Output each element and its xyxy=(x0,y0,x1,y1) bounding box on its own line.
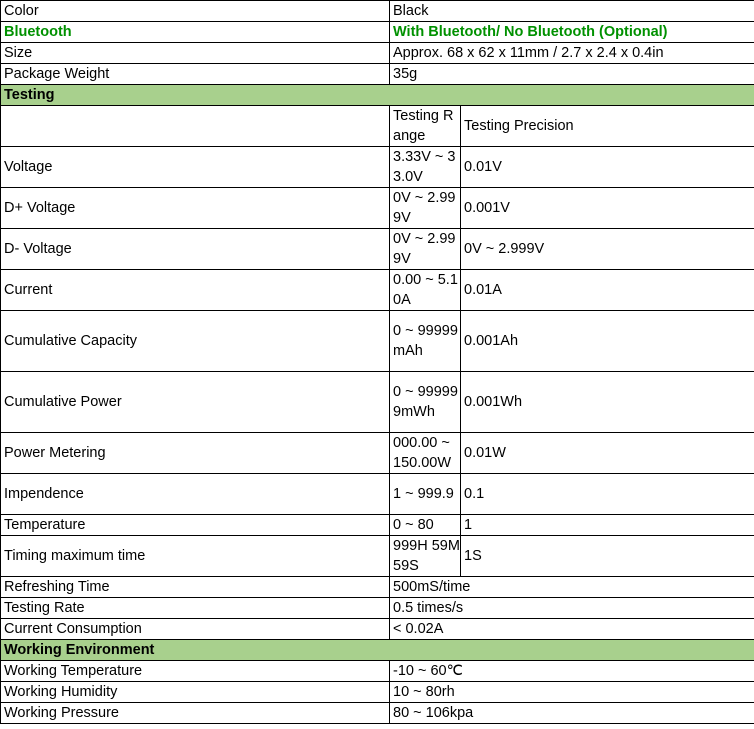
spec-label: Size xyxy=(1,43,390,64)
section-title: Working Environment xyxy=(1,640,754,661)
spec-value: 80 ~ 106kpa xyxy=(390,703,754,724)
testing-range: 0V ~ 2.999V xyxy=(390,229,461,270)
spec-label: Working Humidity xyxy=(1,682,390,703)
testing-range: 0 ~ 99999mAh xyxy=(390,311,461,372)
testing-row xyxy=(1,229,754,270)
testing-range: 3.33V ~ 33.0V xyxy=(390,147,461,188)
testing-precision: 0.1 xyxy=(461,474,754,515)
testing-row xyxy=(1,515,754,536)
testing-extra-row xyxy=(1,598,754,619)
testing-precision: 1S xyxy=(461,536,754,577)
section-title: Testing xyxy=(1,85,754,106)
spec-label: Working Pressure xyxy=(1,703,390,724)
spec-value: < 0.02A xyxy=(390,619,754,640)
testing-range-header: Testing Range xyxy=(390,106,461,147)
spec-value: Approx. 68 x 62 x 11mm / 2.7 x 2.4 x 0.4in xyxy=(390,43,754,64)
testing-row xyxy=(1,536,754,577)
testing-label: Timing maximum time xyxy=(1,536,390,577)
spec-row-color xyxy=(1,1,754,22)
spec-row-bluetooth xyxy=(1,22,754,43)
testing-label: Voltage xyxy=(1,147,390,188)
testing-column-header-row xyxy=(1,106,754,147)
testing-row xyxy=(1,474,754,515)
section-header-working-environment xyxy=(1,640,754,661)
testing-precision: 0.01A xyxy=(461,270,754,311)
testing-range: 0 ~ 999999mWh xyxy=(390,372,461,433)
spec-value: -10 ~ 60℃ xyxy=(390,661,754,682)
testing-row xyxy=(1,433,754,474)
testing-extra-row xyxy=(1,577,754,598)
spec-label: Working Temperature xyxy=(1,661,390,682)
testing-range: 1 ~ 999.9 xyxy=(390,474,461,515)
spec-label: Package Weight xyxy=(1,64,390,85)
spec-label: Testing Rate xyxy=(1,598,390,619)
testing-row xyxy=(1,147,754,188)
spec-label: Bluetooth xyxy=(1,22,390,43)
spec-value: 35g xyxy=(390,64,754,85)
testing-precision: 0.001Ah xyxy=(461,311,754,372)
spec-row-size xyxy=(1,43,754,64)
environment-row xyxy=(1,661,754,682)
testing-range: 0V ~ 2.999V xyxy=(390,188,461,229)
environment-row xyxy=(1,703,754,724)
testing-label: Cumulative Capacity xyxy=(1,311,390,372)
testing-header-blank xyxy=(1,106,390,147)
testing-row xyxy=(1,311,754,372)
testing-precision: 1 xyxy=(461,515,754,536)
testing-label: Temperature xyxy=(1,515,390,536)
testing-label: D+ Voltage xyxy=(1,188,390,229)
testing-label: Impendence xyxy=(1,474,390,515)
spec-label: Color xyxy=(1,1,390,22)
testing-precision: 0V ~ 2.999V xyxy=(461,229,754,270)
testing-row xyxy=(1,372,754,433)
testing-range: 999H 59M 59S xyxy=(390,536,461,577)
testing-range: 0 ~ 80 xyxy=(390,515,461,536)
spec-value: 10 ~ 80rh xyxy=(390,682,754,703)
testing-range: 0.00 ~ 5.10A xyxy=(390,270,461,311)
testing-precision: 0.01V xyxy=(461,147,754,188)
testing-precision-header: Testing Precision xyxy=(461,106,754,147)
testing-extra-row xyxy=(1,619,754,640)
spec-value: 500mS/time xyxy=(390,577,754,598)
testing-label: D- Voltage xyxy=(1,229,390,270)
testing-row xyxy=(1,270,754,311)
testing-precision: 0.01W xyxy=(461,433,754,474)
testing-precision: 0.001V xyxy=(461,188,754,229)
testing-range: 000.00 ~ 150.00W xyxy=(390,433,461,474)
section-header-testing xyxy=(1,85,754,106)
testing-precision: 0.001Wh xyxy=(461,372,754,433)
testing-label: Current xyxy=(1,270,390,311)
testing-label: Power Metering xyxy=(1,433,390,474)
spec-row-package-weight xyxy=(1,64,754,85)
environment-row xyxy=(1,682,754,703)
spec-value: 0.5 times/s xyxy=(390,598,754,619)
testing-row xyxy=(1,188,754,229)
spec-value: With Bluetooth/ No Bluetooth (Optional) xyxy=(390,22,754,43)
spec-label: Refreshing Time xyxy=(1,577,390,598)
spec-value: Black xyxy=(390,1,754,22)
testing-label: Cumulative Power xyxy=(1,372,390,433)
spec-label: Current Consumption xyxy=(1,619,390,640)
